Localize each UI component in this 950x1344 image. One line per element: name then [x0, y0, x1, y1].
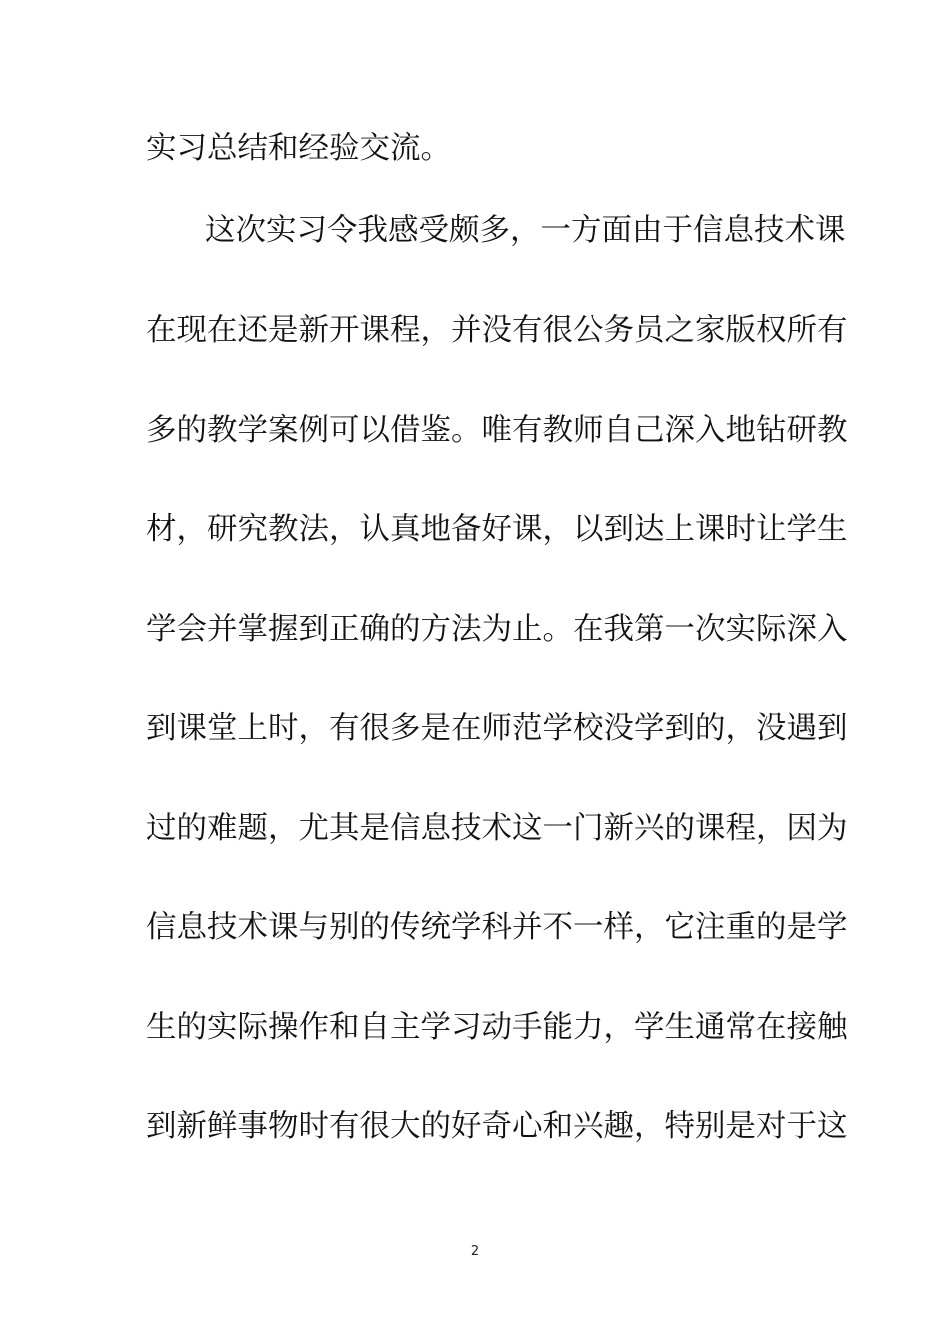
text-line-8: 过的难题，尤其是信息技术这一门新兴的课程，因为: [146, 811, 848, 846]
text-line-10: 生的实际操作和自主学习动手能力，学生通常在接触: [146, 1010, 848, 1045]
text-line-3: 在现在还是新开课程，并没有很公务员之家版权所有: [146, 313, 848, 348]
text-line-9: 信息技术课与别的传统学科并不一样，它注重的是学: [146, 910, 848, 945]
page-number: 2: [470, 1244, 480, 1259]
text-line-6: 学会并掌握到正确的方法为止。在我第一次实际深入: [146, 612, 848, 647]
text-line-5: 材，研究教法，认真地备好课，以到达上课时让学生: [146, 512, 848, 547]
text-line-1: 实习总结和经验交流。: [146, 131, 451, 166]
text-line-11: 到新鲜事物时有很大的好奇心和兴趣，特别是对于这: [146, 1109, 848, 1144]
text-line-7: 到课堂上时，有很多是在师范学校没学到的，没遇到: [146, 711, 848, 746]
text-line-2: 这次实习令我感受颇多，一方面由于信息技术课: [205, 213, 846, 248]
text-line-4: 多的教学案例可以借鉴。唯有教师自己深入地钻研教: [146, 413, 848, 448]
